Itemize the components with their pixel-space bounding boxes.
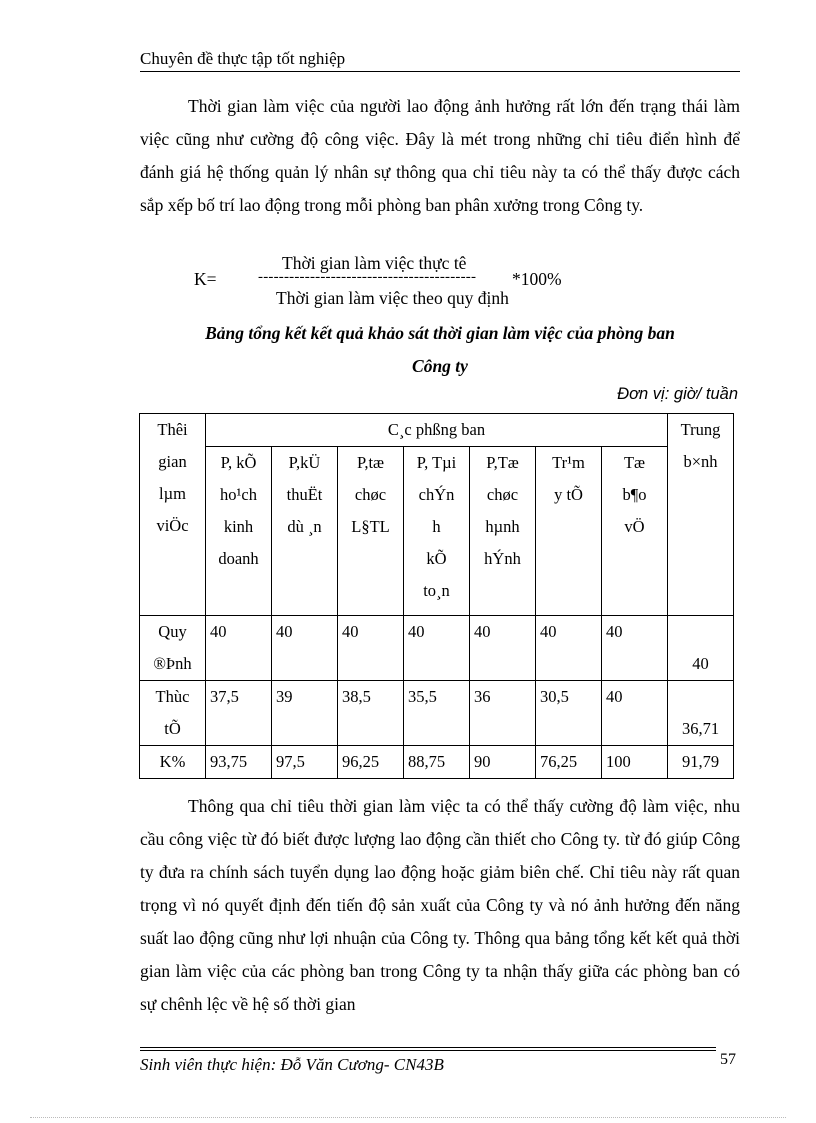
value-cell: 40	[338, 616, 404, 681]
value-cell: 100	[602, 746, 668, 779]
average-header-line: Trung	[680, 420, 721, 439]
formula-multiplier: *100%	[512, 269, 562, 289]
page-number: 57	[720, 1051, 736, 1068]
corner-header-line: Thêi	[157, 420, 188, 439]
value-cell: 38,5	[338, 681, 404, 746]
row-label-line: K%	[159, 752, 186, 771]
department-header-line: kinh	[223, 517, 254, 536]
value-cell: 96,25	[338, 746, 404, 779]
value-cell: 39	[272, 681, 338, 746]
row-label-line: Quy	[158, 622, 187, 641]
departments-group-header: C¸c phßng ban	[206, 414, 668, 447]
page-header-title: Chuyên đề thực tập tốt nghiệp	[140, 49, 346, 68]
average-header-line: b×nh	[683, 452, 718, 471]
row-label-cell	[140, 681, 206, 746]
value-cell: 40	[404, 616, 470, 681]
department-header-line: ho¹ch	[219, 485, 258, 504]
department-header-line: hÝnh	[484, 549, 521, 568]
formula-denominator: Thời gian làm việc theo quy định	[276, 288, 509, 308]
department-header-line: to¸n	[423, 581, 450, 600]
table-row	[140, 746, 734, 779]
average-value-cell: 36,71	[668, 681, 734, 746]
department-header-cell	[602, 447, 668, 616]
row-label-cell	[140, 746, 206, 779]
department-header-cell	[338, 447, 404, 616]
header-divider	[140, 71, 740, 72]
corner-header-line: viÖc	[156, 516, 189, 535]
department-header-line: b¶o	[622, 485, 647, 504]
department-header-line: thuËt	[286, 485, 323, 504]
value-cell: 97,5	[272, 746, 338, 779]
table-row	[140, 681, 734, 746]
department-header-line: doanh	[218, 549, 259, 568]
work-time-table	[139, 413, 734, 779]
department-header-cell	[536, 447, 602, 616]
department-header-line: h	[432, 517, 441, 536]
table-header-row	[140, 414, 734, 447]
formula-numerator: Thời gian làm việc thực tê	[282, 253, 467, 273]
department-header-line: hµnh	[485, 517, 520, 536]
department-header-line: chÝn	[418, 485, 455, 504]
department-header-cell	[404, 447, 470, 616]
value-cell: 37,5	[206, 681, 272, 746]
department-header-line: P,tæ	[356, 453, 385, 472]
table-title-line1: Bảng tổng kết kết quả khảo sát thời gian làm việc của phòng ban	[205, 323, 675, 343]
footer-divider	[140, 1047, 716, 1048]
row-label-line: Thùc	[155, 687, 190, 706]
table-row	[140, 616, 734, 681]
unit-label: Đơn vị: giờ/ tuần	[617, 385, 738, 403]
department-header-line: P,kÜ	[288, 453, 321, 472]
value-cell: 40	[470, 616, 536, 681]
value-cell: 35,5	[404, 681, 470, 746]
department-header-line: dù ¸n	[287, 517, 322, 536]
department-header-line: P,Tæ	[486, 453, 519, 472]
average-header-cell	[668, 414, 734, 616]
department-header-cell	[272, 447, 338, 616]
department-header-line: vÖ	[624, 517, 645, 536]
department-header-line: Tæ	[623, 453, 646, 472]
paragraph-conclusion: Thông qua chỉ tiêu thời gian làm việc ta có thể thấy cường độ làm việc, nhu cầu công việc từ đó biết được lượng lao động cần thiết cho Công ty. từ đó giúp Công ty đưa ra chính sách tuyển dụng lao động hoặc giảm biên chế. Chỉ tiêu này rất quan trọng vì nó quyết định đến tiến độ sản xuất của Công ty và nó ảnh hưởng đến năng suất lao động cũng như lợi nhuận của Công ty. Thông qua bảng tổng kết kết quả thời gian làm việc của các phòng ban trong Công ty ta nhận thấy giữa các phòng ban có sự chênh lệc về hệ số thời gian	[140, 796, 740, 1014]
department-header-line: P, Tµi	[416, 453, 457, 472]
row-label-cell	[140, 616, 206, 681]
value-cell: 76,25	[536, 746, 602, 779]
row-label-line: tÕ	[164, 719, 181, 738]
value-cell: 40	[272, 616, 338, 681]
department-header-line: chøc	[486, 485, 519, 504]
value-cell: 93,75	[206, 746, 272, 779]
value-cell: 40	[602, 616, 668, 681]
department-header-line: P, kÕ	[220, 453, 257, 472]
value-cell: 40	[602, 681, 668, 746]
value-cell: 40	[206, 616, 272, 681]
value-cell: 88,75	[404, 746, 470, 779]
department-header-row	[140, 447, 734, 616]
row-label-line: ®Þnh	[153, 654, 192, 673]
average-value-cell: 40	[668, 616, 734, 681]
department-header-line: chøc	[354, 485, 387, 504]
paragraph-intro: Thời gian làm việc của người lao động ảnh hưởng rất lớn đến trạng thái làm việc cũng như cường độ công việc. Đây là mét trong những chỉ tiêu điển hình để đánh giá hệ thống quản lý nhân sự thông qua chỉ tiêu này ta có thể thấy được cách sắp xếp bố trí lao động trong mỗi phòng ban phân xưởng trong Công ty.	[140, 96, 740, 215]
value-cell: 90	[470, 746, 536, 779]
formula-k-label: K=	[194, 269, 217, 289]
department-header-cell	[470, 447, 536, 616]
footer-author: Sinh viên thực hiện: Đỗ Văn Cương- CN43B	[140, 1055, 444, 1074]
department-header-line: y tÕ	[554, 485, 583, 504]
page-edge-dotted-line	[30, 1117, 786, 1118]
corner-header-line: gian	[158, 452, 187, 471]
department-header-line: L§TL	[351, 517, 390, 536]
average-value-cell: 91,79	[668, 746, 734, 779]
department-header-cell	[206, 447, 272, 616]
department-header-line: kÕ	[426, 549, 447, 568]
corner-header-line: lµm	[159, 484, 186, 503]
value-cell: 36	[470, 681, 536, 746]
table-title-line2: Công ty	[412, 356, 468, 376]
formula-fraction-line: ------------------------------------------	[258, 269, 477, 285]
value-cell: 30,5	[536, 681, 602, 746]
value-cell: 40	[536, 616, 602, 681]
footer-divider-double	[140, 1050, 716, 1051]
department-header-line: Tr¹m	[552, 453, 585, 472]
corner-header-cell	[140, 414, 206, 616]
